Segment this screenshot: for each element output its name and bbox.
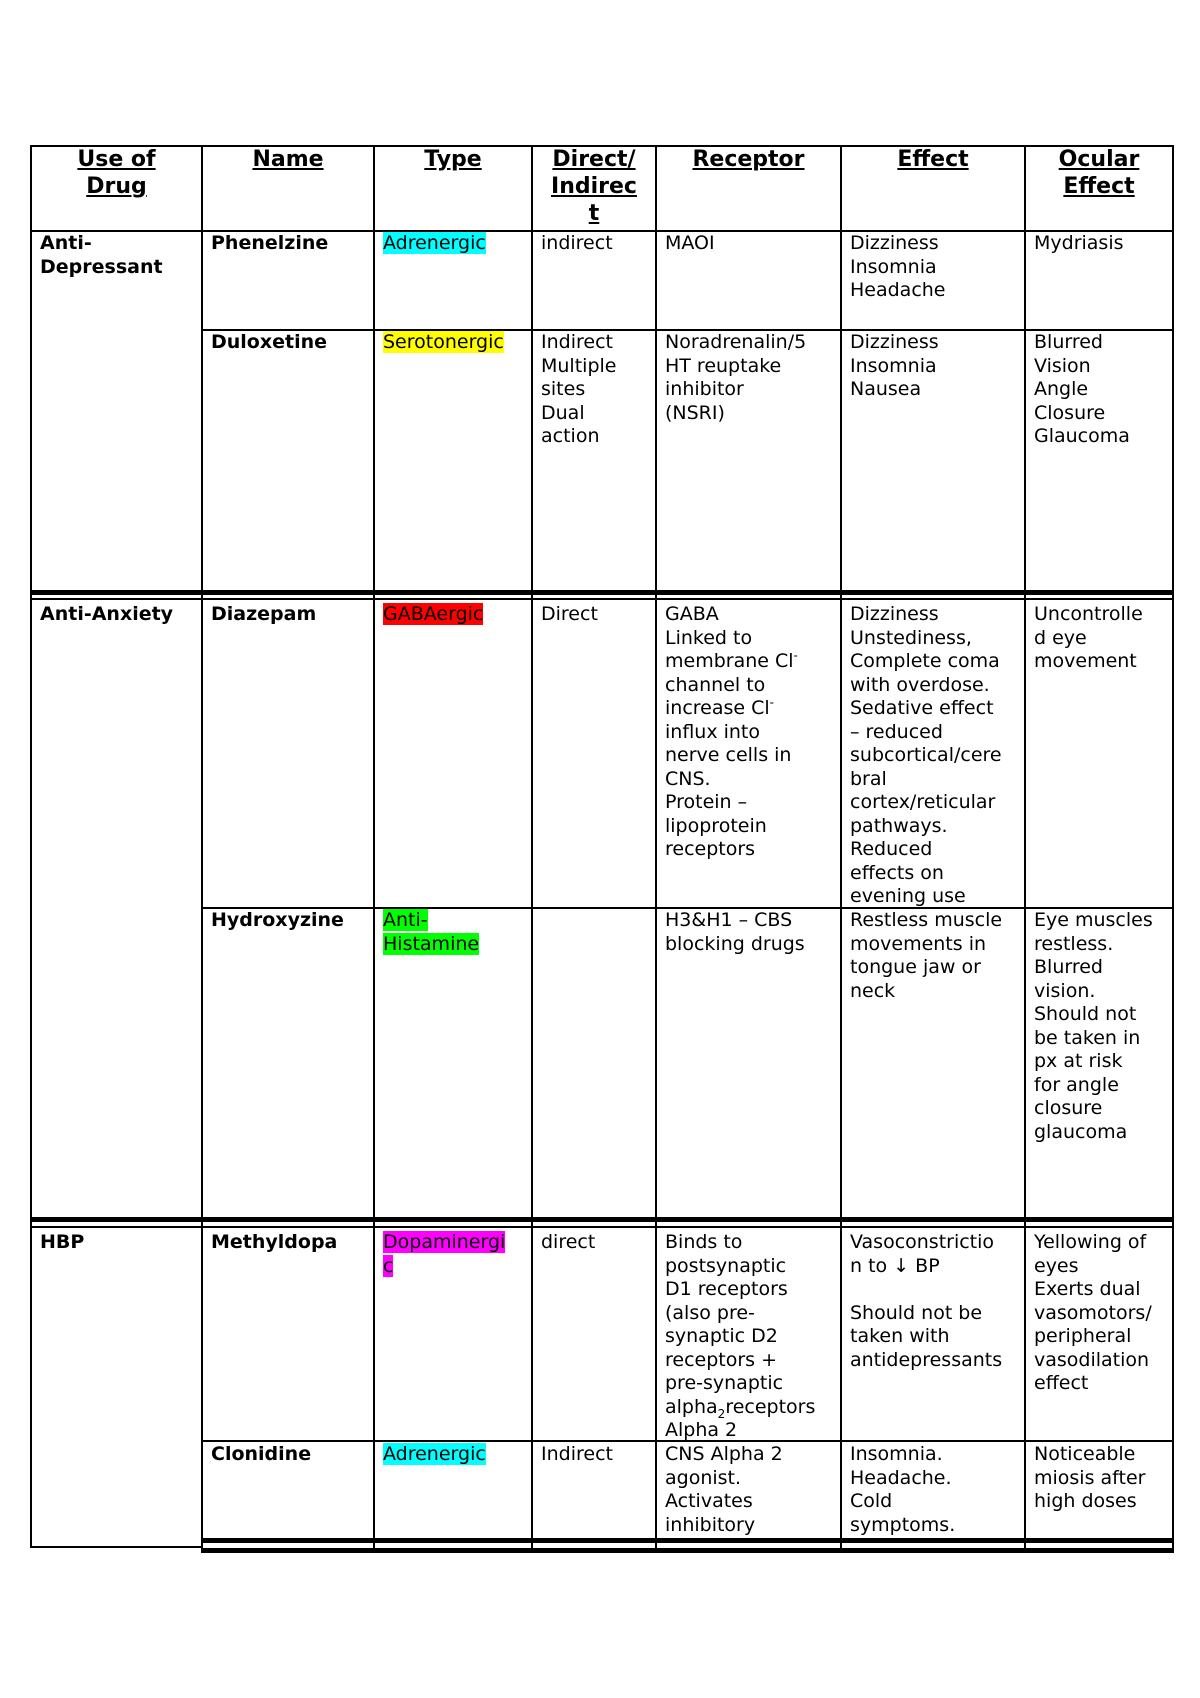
receptor-line: channel to bbox=[665, 673, 766, 696]
ocular-methyldopa: Yellowing of eyes Exerts dual vasomotors/ peripheral vasodilation effect bbox=[1034, 1231, 1152, 1394]
drug-name-diazepam: Diazepam bbox=[211, 603, 317, 625]
group-divider-2b bbox=[30, 1226, 1174, 1228]
drug-name-hydroxyzine: Hydroxyzine bbox=[211, 909, 344, 931]
type-highlight: Serotonergic bbox=[383, 331, 504, 353]
subscript-2: 2 bbox=[717, 1406, 726, 1421]
ocular-diazepam: Uncontrolle d eye movement bbox=[1034, 603, 1143, 672]
col-divider-2 bbox=[373, 145, 375, 1548]
table-border-right bbox=[1172, 145, 1174, 1548]
drug-type-duloxetine bbox=[383, 331, 529, 355]
superscript-minus: - bbox=[793, 648, 798, 663]
table-bottom-a bbox=[201, 1538, 1174, 1543]
type-highlight: Adrenergic bbox=[383, 1443, 486, 1465]
effect-hydroxyzine: Restless muscle movements in tongue jaw or neck bbox=[850, 909, 1003, 1002]
effect-clonidine: Insomnia. Headache. Cold symptoms. bbox=[850, 1443, 956, 1536]
drug-type-methyldopa bbox=[383, 1231, 529, 1278]
receptor-line: alpha bbox=[665, 1395, 718, 1418]
effect-diazepam: Dizziness Unstediness, Complete coma with overdose. Sedative effect – reduced subcortical/cere bral cortex/reticular pathways. Reduced effects on evening use bbox=[850, 603, 1002, 907]
col-divider-4 bbox=[655, 145, 657, 1548]
receptor-phenelzine: MAOI bbox=[665, 232, 715, 254]
type-highlight: GABAergic bbox=[383, 603, 484, 625]
direct-clonidine: Indirect bbox=[541, 1443, 613, 1465]
group-divider-1a bbox=[30, 590, 1174, 595]
col-divider-5 bbox=[840, 145, 842, 1548]
direct-diazepam: Direct bbox=[541, 603, 598, 625]
header-type: Type bbox=[424, 147, 482, 172]
group-anti-anxiety: Anti-Anxiety bbox=[40, 603, 174, 625]
header-effect: Effect bbox=[897, 147, 969, 172]
effect-duloxetine: Dizziness Insomnia Nausea bbox=[850, 331, 939, 400]
table-border-bottom-first-col bbox=[30, 1546, 202, 1548]
type-highlight: Dopaminergi c bbox=[383, 1231, 506, 1277]
ocular-hydroxyzine: Eye muscles restless. Blurred vision. Should not be taken in px at risk for angle closure glaucoma bbox=[1034, 909, 1153, 1143]
direct-phenelzine: indirect bbox=[541, 232, 613, 254]
col-divider-1 bbox=[201, 145, 203, 1548]
receptor-line: GABA bbox=[665, 603, 719, 625]
superscript-minus: - bbox=[769, 695, 775, 710]
effect-phenelzine: Dizziness Insomnia Headache bbox=[850, 232, 946, 301]
header-name: Name bbox=[252, 147, 324, 172]
effect-methyldopa: Vasoconstrictio n to ↓ BP Should not be taken with antidepressants bbox=[850, 1231, 1003, 1371]
receptor-clonidine: CNS Alpha 2 agonist. Activates inhibitory bbox=[665, 1443, 783, 1536]
drug-name-clonidine: Clonidine bbox=[211, 1443, 312, 1465]
receptor-methyldopa bbox=[665, 1231, 839, 1443]
header-receptor: Receptor bbox=[692, 147, 805, 172]
type-highlight: Adrenergic bbox=[383, 232, 486, 254]
group-divider-2a bbox=[30, 1217, 1174, 1222]
header-use-of-drug: Use of Drug bbox=[77, 147, 156, 199]
direct-methyldopa: direct bbox=[541, 1231, 596, 1253]
receptor-line: Binds to postsynaptic D1 receptors (also pre- synaptic D2 receptors + pre-synaptic bbox=[665, 1231, 788, 1394]
group-anti-depressant: Anti- Depressant bbox=[40, 232, 163, 278]
ocular-phenelzine: Mydriasis bbox=[1034, 232, 1124, 254]
receptor-line: increase Cl bbox=[665, 697, 770, 719]
receptor-duloxetine: Noradrenalin/5 HT reuptake inhibitor (NSRI) bbox=[665, 331, 807, 424]
col-divider-6 bbox=[1024, 145, 1026, 1548]
group-hbp: HBP bbox=[40, 1231, 85, 1253]
ocular-duloxetine: Blurred Vision Angle Closure Glaucoma bbox=[1034, 331, 1130, 447]
receptor-diazepam bbox=[665, 603, 839, 862]
drug-name-duloxetine: Duloxetine bbox=[211, 331, 328, 353]
table-bottom-b bbox=[201, 1548, 1174, 1553]
drug-type-phenelzine bbox=[383, 232, 529, 256]
drug-type-diazepam bbox=[383, 603, 529, 627]
header-ocular-effect: Ocular Effect bbox=[1058, 147, 1140, 199]
receptor-line: receptors bbox=[725, 1395, 816, 1418]
receptor-line: Linked to bbox=[665, 626, 753, 649]
drug-name-methyldopa: Methyldopa bbox=[211, 1231, 338, 1253]
header-direct-indirect: Direct/ Indirec t bbox=[551, 147, 637, 226]
drug-name-phenelzine: Phenelzine bbox=[211, 232, 329, 254]
drug-type-hydroxyzine bbox=[383, 909, 529, 956]
receptor-line: membrane Cl bbox=[665, 650, 794, 672]
type-highlight: Anti- Histamine bbox=[383, 909, 480, 955]
direct-duloxetine: Indirect Multiple sites Dual action bbox=[541, 331, 617, 447]
receptor-line: influx into nerve cells in CNS. Protein – lipoprotein receptors bbox=[665, 720, 792, 860]
drug-type-clonidine bbox=[383, 1443, 529, 1467]
col-divider-3 bbox=[531, 145, 533, 1548]
table-border-left bbox=[30, 145, 32, 1548]
receptor-hydroxyzine: H3&H1 – CBS blocking drugs bbox=[665, 909, 805, 955]
receptor-line: Alpha 2 bbox=[665, 1419, 738, 1441]
ocular-clonidine: Noticeable miosis after high doses bbox=[1034, 1443, 1146, 1512]
group-divider-1b bbox=[30, 598, 1174, 600]
